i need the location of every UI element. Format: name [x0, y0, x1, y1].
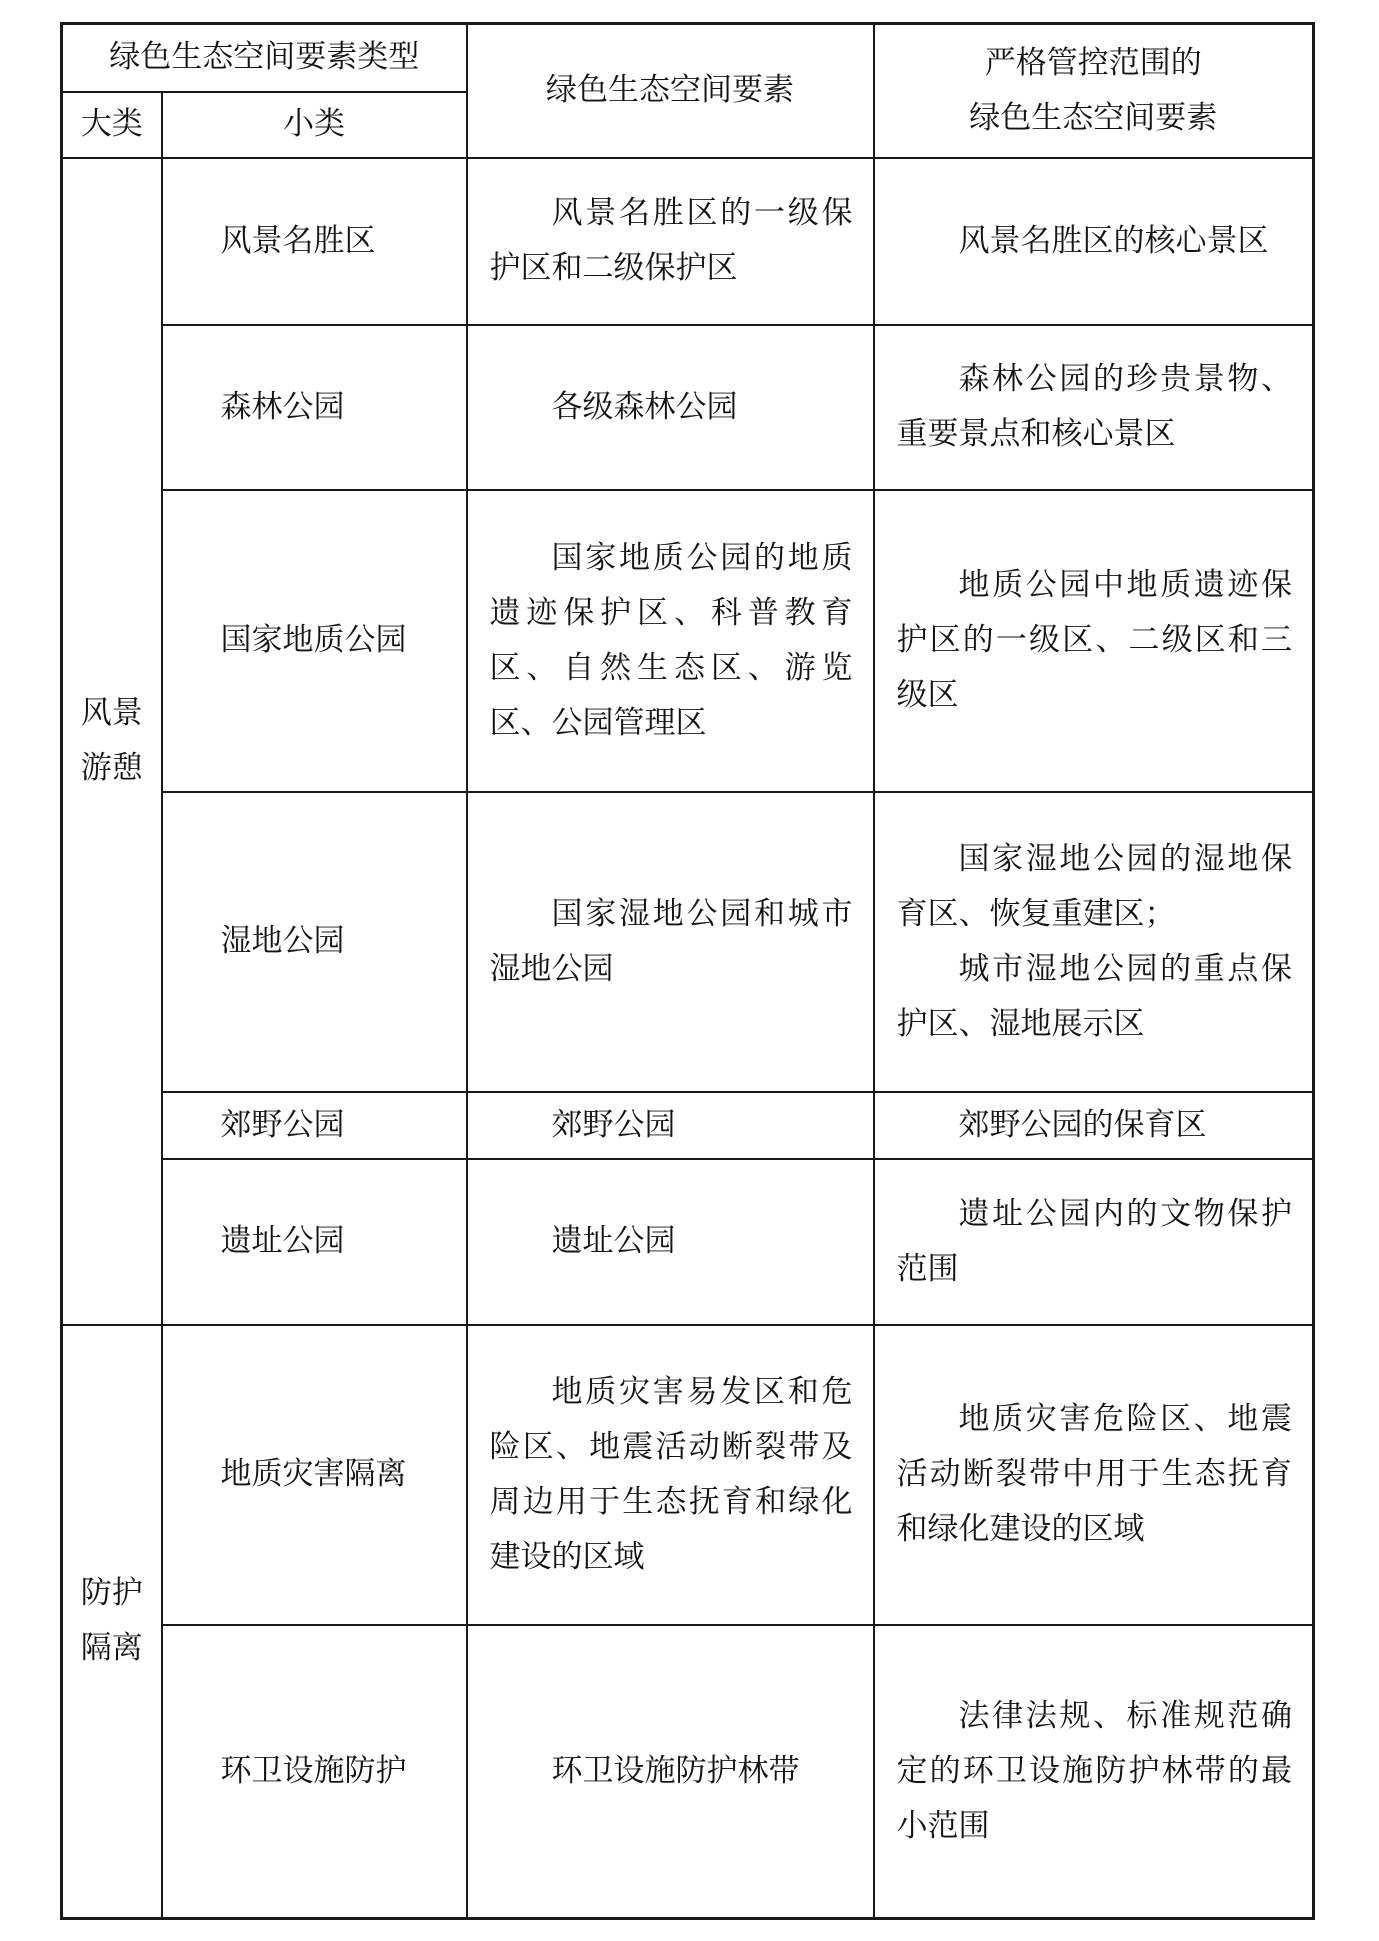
strict-text: 风景名胜区的核心景区: [958, 222, 1269, 259]
minor-cell: 风景名胜区: [162, 158, 467, 325]
minor-cell: 森林公园: [162, 325, 467, 490]
strict-cell: [874, 1159, 1314, 1325]
minor-cell: 遗址公园: [162, 1159, 467, 1325]
table-row: [62, 1159, 1314, 1325]
table-row: [62, 325, 1314, 490]
header-minor: 小类: [162, 92, 467, 158]
strict-text: 城市湿地公园的重点保护区、湿地展示区: [896, 950, 1292, 1042]
strict-text: 国家湿地公园的湿地保育区、恢复重建区；: [896, 840, 1292, 932]
header-row-1: [62, 24, 1314, 92]
green-space-elements-table: [60, 22, 1315, 1920]
strict-cell: [874, 158, 1314, 325]
strict-cell: [874, 1325, 1314, 1625]
elements-cell: 地质灾害易发区和危险区、地震活动断裂带及周边用于生态抚育和绿化建设的区域: [467, 1325, 874, 1625]
header-elements: 绿色生态空间要素: [467, 24, 874, 158]
strict-cell: [874, 1625, 1314, 1919]
strict-cell: [874, 792, 1314, 1092]
group-label-line: 游憩: [80, 750, 143, 786]
elements-cell: 各级森林公园: [467, 325, 874, 490]
strict-text: 遗址公园内的文物保护范围: [896, 1195, 1292, 1287]
group-label-protective: [62, 1325, 162, 1919]
group-label-line: 风景: [80, 695, 143, 731]
group-label-line: 防护: [80, 1575, 143, 1612]
elements-cell: 环卫设施防护林带: [467, 1625, 874, 1919]
elements-cell: 遗址公园: [467, 1159, 874, 1325]
elements-cell: 国家地质公园的地质遗迹保护区、科普教育区、自然生态区、游览区、公园管理区: [467, 490, 874, 792]
header-strict: [874, 24, 1314, 158]
elements-cell: 风景名胜区的一级保护区和二级保护区: [467, 158, 874, 325]
minor-cell: 湿地公园: [162, 792, 467, 1092]
group-label-scenic: [62, 158, 162, 1325]
table-row: [62, 1625, 1314, 1919]
elements-cell: 郊野公园: [467, 1092, 874, 1159]
minor-cell: 国家地质公园: [162, 490, 467, 792]
strict-cell: [874, 490, 1314, 792]
header-type-group: 绿色生态空间要素类型: [62, 24, 467, 92]
strict-cell: [874, 1092, 1314, 1159]
table-row: [62, 792, 1314, 1092]
strict-text: 地质灾害危险区、地震活动断裂带中用于生态抚育和绿化建设的区域: [896, 1401, 1292, 1547]
group-label-line: 隔离: [80, 1630, 143, 1667]
minor-cell: 环卫设施防护: [162, 1625, 467, 1919]
table-row: [62, 490, 1314, 792]
strict-cell: [874, 325, 1314, 490]
strict-text: 郊野公园的保育区: [958, 1106, 1207, 1143]
table-row: [62, 158, 1314, 325]
header-strict-line2: 绿色生态空间要素: [969, 99, 1218, 136]
table-row: [62, 1092, 1314, 1159]
minor-cell: 地质灾害隔离: [162, 1325, 467, 1625]
minor-cell: 郊野公园: [162, 1092, 467, 1159]
strict-text: 地质公园中地质遗迹保护区的一级区、二级区和三级区: [896, 567, 1292, 713]
header-major: 大类: [62, 92, 162, 158]
elements-cell: 国家湿地公园和城市湿地公园: [467, 792, 874, 1092]
strict-text: 森林公园的珍贵景物、重要景点和核心景区: [896, 361, 1292, 452]
strict-text: 法律法规、标准规范确定的环卫设施防护林带的最小范围: [896, 1697, 1292, 1844]
table-row: [62, 1325, 1314, 1625]
header-strict-line1: 严格管控范围的: [984, 44, 1202, 81]
